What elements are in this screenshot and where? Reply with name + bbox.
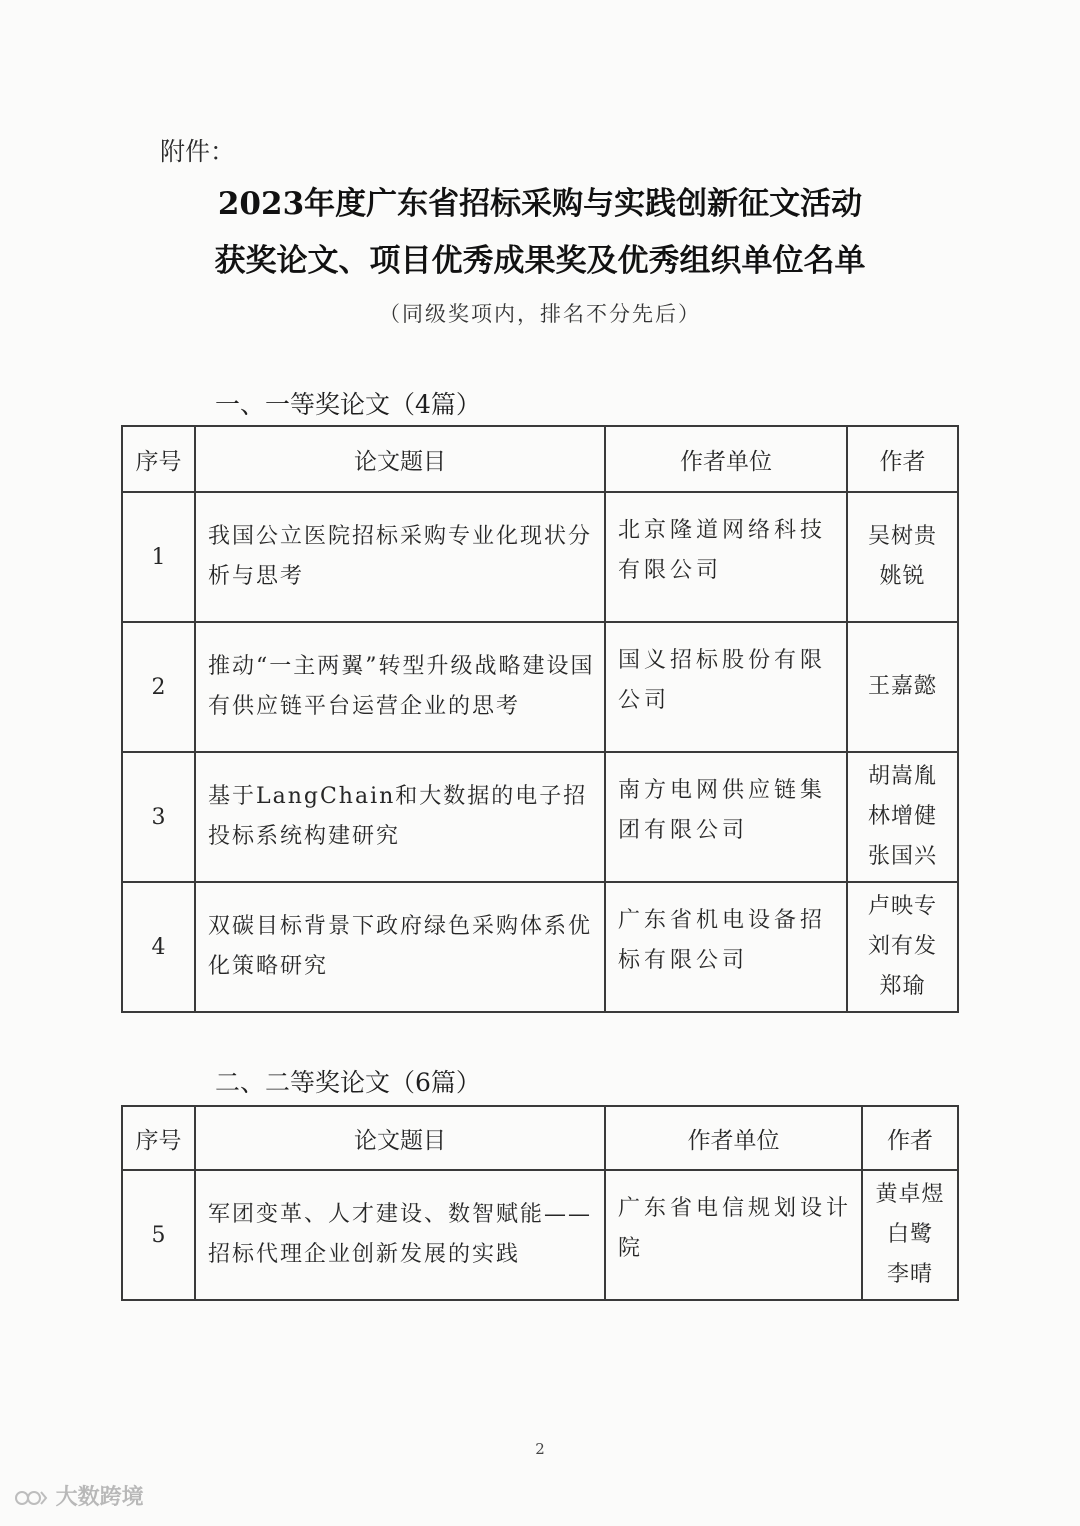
row-authors: 吴树贵 姚锐 [847, 492, 958, 622]
header-unit: 作者单位 [605, 426, 847, 492]
row-no: 3 [122, 752, 195, 882]
header-no: 序号 [122, 1106, 195, 1170]
document-subtitle: （同级奖项内，排名不分先后） [379, 302, 701, 326]
section-heading-first-prize: 一、一等奖论文（4篇） [215, 390, 481, 419]
table-row [122, 752, 958, 882]
header-author: 作者 [862, 1106, 958, 1170]
document-title-line1: 2023年度广东省招标采购与实践创新征文活动 [217, 186, 863, 222]
page-number: 2 [535, 1440, 545, 1458]
header-title: 论文题目 [195, 426, 605, 492]
attachment-label: 附件： [160, 137, 236, 166]
row-title: 我国公立医院招标采购专业化现状分析与思考 [195, 492, 605, 622]
row-unit: 北京隆道网络科技有限公司 [605, 492, 847, 622]
header-no: 序号 [122, 426, 195, 492]
row-no: 1 [122, 492, 195, 622]
row-title: 军团变革、人才建设、数智赋能——招标代理企业创新发展的实践 [195, 1170, 605, 1300]
table-header-row [122, 426, 958, 492]
table-header-row [122, 1106, 958, 1170]
watermark-logo-icon [14, 1487, 48, 1509]
table-row [122, 492, 958, 622]
table-row [122, 622, 958, 752]
row-unit: 广东省电信规划设计院 [605, 1170, 862, 1300]
row-title: 推动“一主两翼”转型升级战略建设国有供应链平台运营企业的思考 [195, 622, 605, 752]
section-heading-second-prize: 二、二等奖论文（6篇） [215, 1068, 481, 1097]
row-unit: 南方电网供应链集团有限公司 [605, 752, 847, 882]
first-prize-table [121, 425, 959, 1013]
row-title: 双碳目标背景下政府绿色采购体系优化策略研究 [195, 882, 605, 1012]
row-no: 2 [122, 622, 195, 752]
watermark-text: 大数跨境 [55, 1485, 144, 1510]
row-unit: 广东省机电设备招标有限公司 [605, 882, 847, 1012]
header-unit: 作者单位 [605, 1106, 862, 1170]
row-authors: 卢映专 刘有发 郑瑜 [847, 882, 958, 1012]
row-no: 5 [122, 1170, 195, 1300]
row-unit: 国义招标股份有限公司 [605, 622, 847, 752]
document-title-line2: 获奖论文、项目优秀成果奖及优秀组织单位名单 [214, 243, 866, 279]
watermark [14, 1480, 144, 1511]
header-author: 作者 [847, 426, 958, 492]
second-prize-table [121, 1105, 959, 1301]
row-no: 4 [122, 882, 195, 1012]
header-title: 论文题目 [195, 1106, 605, 1170]
table-row [122, 882, 958, 1012]
table-row [122, 1170, 958, 1300]
row-authors: 胡嵩胤 林增健 张国兴 [847, 752, 958, 882]
row-authors: 黄卓煜 白鹭 李晴 [862, 1170, 958, 1300]
row-title: 基于LangChain和大数据的电子招投标系统构建研究 [195, 752, 605, 882]
row-authors: 王嘉懿 [847, 622, 958, 752]
